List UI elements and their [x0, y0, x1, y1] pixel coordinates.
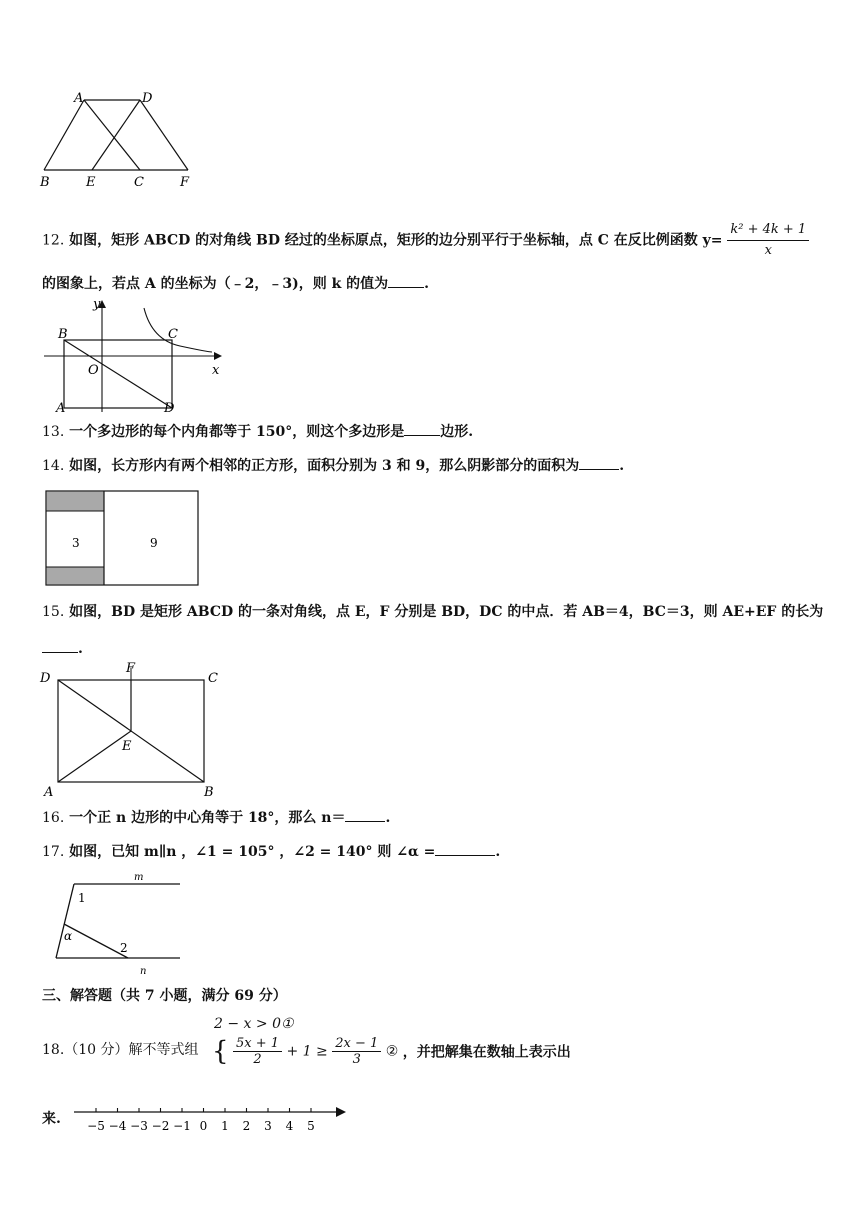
- inequality-2: { $\frac{5x + 1}{2}$ + 1 ≥ $\frac{2x - 1}{3}$ ② ，并把解集在数轴上表示出: [212, 1036, 571, 1067]
- number-line[interactable]: [72, 1100, 350, 1136]
- figure-15: [38, 660, 224, 800]
- label-b: B: [58, 327, 68, 342]
- tick-label: −4: [108, 1119, 127, 1133]
- tick-label: 4: [285, 1119, 294, 1133]
- question-18: 18.（10 分）解不等式组: [42, 1042, 199, 1058]
- tick-label: 1: [221, 1119, 229, 1133]
- question-12: [42, 220, 809, 261]
- large-square-area: 9: [150, 536, 158, 550]
- label-x: x: [212, 363, 220, 378]
- figure-14: [44, 489, 202, 589]
- answer-blank[interactable]: [435, 841, 495, 856]
- tick-label: −2: [151, 1119, 170, 1133]
- tick-label: 3: [264, 1119, 272, 1133]
- label-b: B: [204, 785, 214, 800]
- answer-blank[interactable]: [579, 455, 619, 470]
- inequality-1: 2 − x > 0①: [214, 1016, 294, 1032]
- question-17: 17. 如图，已知 m∥n ，∠1 = 105° ，∠2 = 140° 则 ∠α = .: [42, 841, 500, 862]
- label-n: n: [140, 966, 147, 977]
- answer-blank[interactable]: [388, 273, 424, 288]
- label-d: D: [142, 91, 153, 106]
- question-15: 15. 如图，BD 是矩形 ABCD 的一条对角线，点 E，F 分别是 BD，DC 的中点．若 AB＝4，BC＝3，则 AE+EF 的长为: [42, 604, 824, 620]
- question-text: 如图，矩形 ABCD 的对角线 BD 经过的坐标原点，矩形的边分别平行于坐标轴，点 C 在反比例函数 y=: [69, 232, 723, 249]
- label-b: B: [40, 175, 50, 190]
- question-15-line2: .: [42, 638, 83, 659]
- label-a: A: [44, 785, 54, 800]
- label-alpha: α: [64, 929, 73, 943]
- answer-blank[interactable]: [345, 807, 385, 822]
- small-square-area: 3: [72, 536, 80, 550]
- answer-blank[interactable]: [404, 421, 440, 436]
- label-c: C: [134, 175, 144, 190]
- tick-label: −1: [173, 1119, 191, 1133]
- label-angle-1: 1: [78, 891, 86, 905]
- question-14: 14. 如图，长方形内有两个相邻的正方形，面积分别为 3 和 9，那么阴影部分的面积为 .: [42, 455, 624, 476]
- label-d: D: [40, 671, 51, 686]
- label-e: E: [122, 739, 132, 754]
- question-16: 16. 一个正 n 边形的中心角等于 18°，那么 n＝ .: [42, 807, 390, 828]
- label-a: A: [74, 91, 84, 106]
- answer-blank[interactable]: [42, 638, 78, 653]
- question-13: 13. 一个多边形的每个内角都等于 150°，则这个多边形是 边形.: [42, 421, 473, 442]
- label-e: E: [86, 175, 96, 190]
- question-18-line2: 来.: [42, 1111, 61, 1127]
- question-12-line2: 的图象上，若点 A 的坐标为（﹣2，﹣3)，则 k 的值为 .: [42, 273, 429, 294]
- label-m: m: [134, 872, 144, 883]
- tick-label: 0: [199, 1119, 208, 1133]
- tick-label: 5: [307, 1119, 315, 1133]
- figure-12: [40, 296, 230, 414]
- fraction: $\frac{\text{k² + 4k + 1}}{x}$: [727, 220, 809, 261]
- question-number: 12.: [42, 232, 65, 249]
- label-f: F: [126, 661, 136, 676]
- figure-11: [36, 88, 196, 192]
- label-f: F: [180, 175, 190, 190]
- label-angle-2: 2: [120, 941, 128, 955]
- figure-17: [50, 868, 190, 978]
- tick-label: −3: [130, 1119, 148, 1133]
- label-o: O: [88, 363, 99, 378]
- section-heading: 三、解答题（共 7 小题，满分 69 分）: [42, 988, 287, 1004]
- label-y: y: [93, 297, 101, 312]
- tick-label: 2: [242, 1119, 251, 1133]
- label-c: C: [168, 327, 178, 342]
- tick-label: −5: [87, 1119, 105, 1133]
- label-c: C: [208, 671, 218, 686]
- label-a: A: [56, 401, 66, 414]
- label-d: D: [164, 401, 175, 414]
